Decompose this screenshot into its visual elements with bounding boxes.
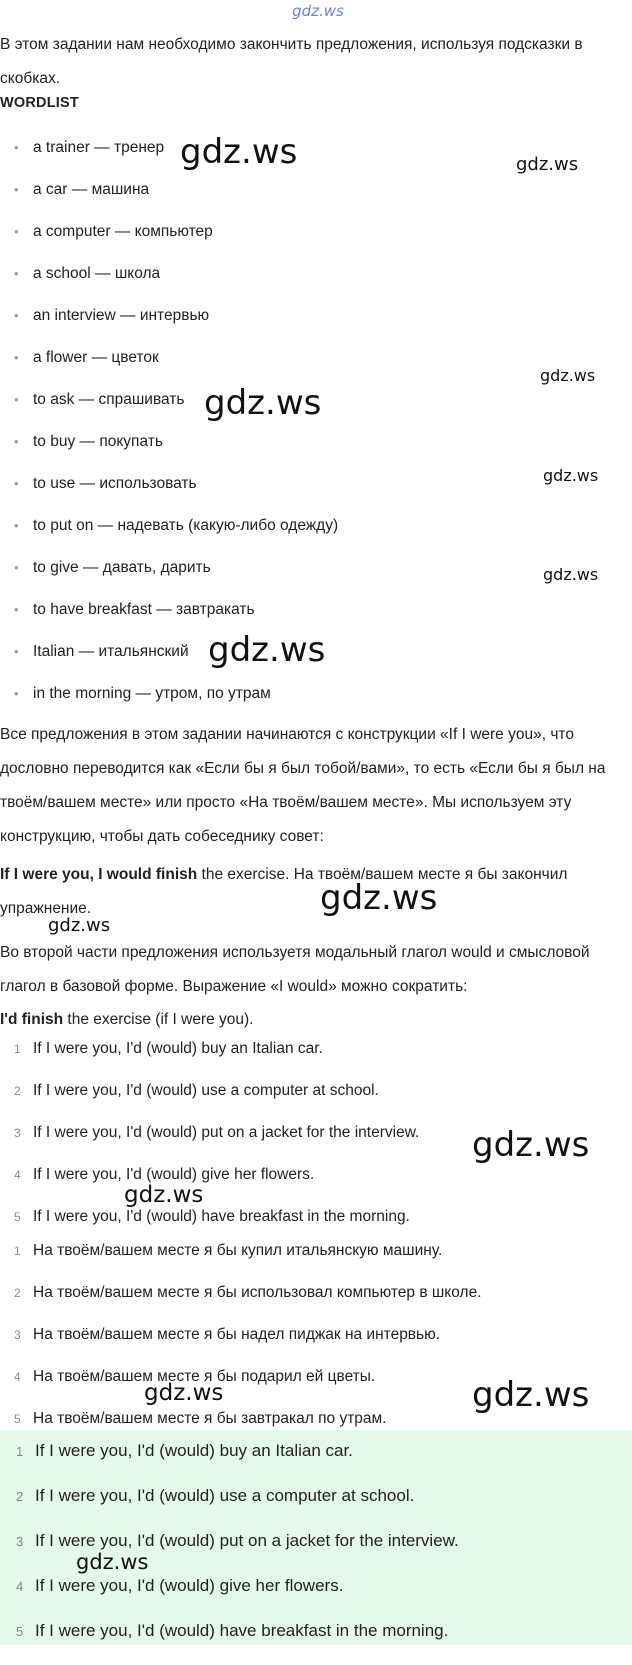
list-item [0, 1164, 419, 1206]
item-number: 5 [16, 1624, 24, 1639]
list-item: • to ask — спрашивать [0, 389, 338, 431]
item-number: 3 [14, 1126, 21, 1140]
list-item [0, 1122, 419, 1164]
list-item: • Italian — итальянский [0, 641, 338, 683]
example-rest-part: the exercise (if I were you). [63, 1011, 254, 1028]
item-text: If I were you, I'd (would) have breakfast in the morning. [35, 1621, 449, 1640]
item-number: 3 [16, 1534, 24, 1549]
item-number: 1 [14, 1244, 21, 1258]
item-text: If I were you, I'd (would) use a computer at school. [33, 1082, 379, 1099]
item-text: If I were you, I'd (would) put on a jacket for the interview. [35, 1531, 459, 1550]
list-item: • in the morning — утром, по утрам [0, 683, 338, 725]
list-item: • to buy — покупать [0, 431, 338, 473]
top-watermark: gdz.ws [292, 2, 344, 20]
item-number: 2 [14, 1084, 21, 1098]
item-text: На твоём/вашем месте я бы купил итальянскую машину. [33, 1242, 443, 1259]
list-item [0, 1324, 482, 1366]
list-item: • a car — машина [0, 179, 338, 221]
watermark: gdz.ws [208, 630, 326, 670]
list-item [0, 1240, 482, 1282]
final-answers-list [0, 1440, 459, 1665]
item-number: 3 [14, 1328, 21, 1342]
item-text: If I were you, I'd (would) give her flowers. [33, 1166, 315, 1183]
list-item: • an interview — интервью [0, 305, 338, 347]
list-item [0, 1038, 419, 1080]
list-item [0, 1282, 482, 1324]
wordlist-heading: WORDLIST [0, 95, 79, 111]
intro-text: В этом задании нам необходимо закончить предложения, используя подсказки в скобках. [0, 36, 583, 87]
watermark: gdz.ws [320, 878, 438, 918]
item-number: 4 [14, 1168, 21, 1182]
item-text: If I were you, I'd (would) have breakfast in the morning. [33, 1208, 410, 1225]
list-item [0, 1530, 459, 1575]
example-rest-part: the exercise. На твоём/вашем месте я бы закончил упражнение. [0, 866, 568, 917]
item-number: 4 [14, 1370, 21, 1384]
item-text: На твоём/вашем месте я бы завтракал по утрам. [33, 1410, 387, 1427]
watermark: gdz.ws [124, 1182, 204, 1208]
item-number: 1 [14, 1042, 21, 1056]
list-item [0, 1620, 459, 1665]
watermark: gdz.ws [540, 366, 596, 385]
item-number: 4 [16, 1579, 24, 1594]
list-item [0, 1080, 419, 1122]
list-item [0, 1366, 482, 1408]
watermark: gdz.ws [472, 1125, 590, 1165]
item-number: 5 [14, 1412, 21, 1426]
list-item: • a trainer — тренер [0, 137, 338, 179]
item-text: На твоём/вашем месте я бы надел пиджак на интервью. [33, 1326, 441, 1343]
item-number: 5 [14, 1210, 21, 1224]
list-item: • to put on — надевать (какую-либо одежду) [0, 515, 338, 557]
item-number: 2 [16, 1489, 24, 1504]
watermark: gdz.ws [76, 1550, 149, 1574]
item-number: 1 [16, 1444, 24, 1459]
item-number: 2 [14, 1286, 21, 1300]
list-item: • to give — давать, дарить [0, 557, 338, 599]
list-item [0, 1575, 459, 1620]
watermark: gdz.ws [48, 915, 111, 936]
list-item: • to have breakfast — завтракать [0, 599, 338, 641]
explanation-text-2: Во второй части предложения используетя модальный глагол would и смысловой глагол в базовой форме. Выражение «I would» можно сократить: [0, 944, 590, 995]
watermark: gdz.ws [180, 132, 298, 172]
list-item: • a computer — компьютер [0, 221, 338, 263]
item-text: На твоём/вашем месте я бы подарил ей цветы. [33, 1368, 376, 1385]
list-item: • to use — использовать [0, 473, 338, 515]
example-bold-part: I'd finish [0, 1011, 64, 1028]
item-text: If I were you, I'd (would) give her flowers. [35, 1576, 344, 1595]
list-item [0, 1485, 459, 1530]
list-item [0, 1440, 459, 1485]
item-text: If I were you, I'd (would) buy an Italian car. [33, 1040, 323, 1057]
watermark: gdz.ws [144, 1380, 224, 1406]
example-sentence-2 [0, 1003, 630, 1037]
watermark: gdz.ws [543, 466, 599, 485]
answers-list [0, 1038, 419, 1248]
watermark: gdz.ws [516, 154, 579, 175]
item-text: If I were you, I'd (would) put on a jacket for the interview. [33, 1124, 420, 1141]
translations-list [0, 1240, 482, 1450]
item-text: If I were you, I'd (would) buy an Italian car. [35, 1441, 353, 1460]
explanation-text: Все предложения в этом задании начинаются с конструкции «If I were you», что дословно переводится как «Если бы я был тобой/вами», то есть «Если бы я был на твоём/вашем месте» или просто «На твоём/вашем месте». Мы используем эту конструкцию, чтобы дать собеседнику совет: [0, 726, 606, 845]
list-item: • a flower — цветок [0, 347, 338, 389]
list-item: • a school — школа [0, 263, 338, 305]
watermark: gdz.ws [204, 383, 322, 423]
item-text: На твоём/вашем месте я бы использовал компьютер в школе. [33, 1284, 482, 1301]
watermark: gdz.ws [543, 565, 599, 584]
watermark: gdz.ws [472, 1375, 590, 1415]
item-text: If I were you, I'd (would) use a computer at school. [35, 1486, 415, 1505]
example-bold-part: If I were you, I would finish [0, 866, 198, 883]
